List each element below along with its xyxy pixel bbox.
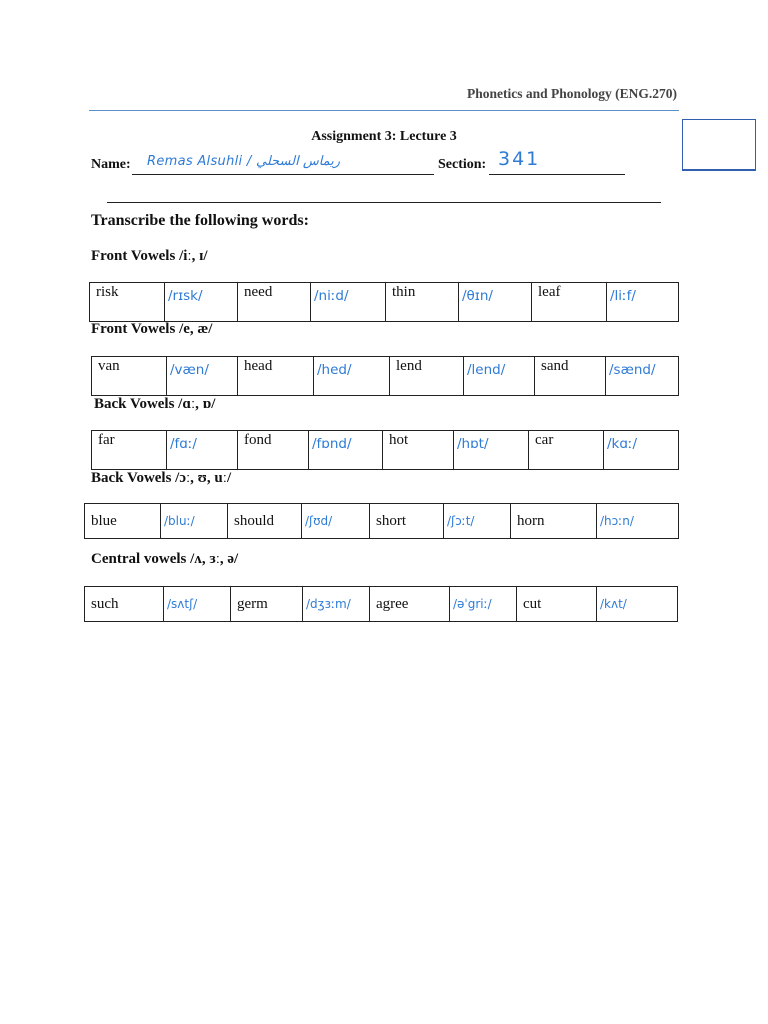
name-label: Name:	[91, 157, 131, 172]
word-cell: head	[238, 357, 314, 396]
transcription-cell[interactable]: /hed/	[314, 357, 390, 396]
word-cell: far	[92, 431, 167, 470]
transcription-cell[interactable]: /kʌt/	[597, 587, 678, 622]
course-title: Phonetics and Phonology (ENG.270)	[466, 86, 677, 101]
word-cell: such	[85, 587, 164, 622]
word-cell: fond	[238, 431, 309, 470]
word-cell: germ	[231, 587, 303, 622]
transcription-cell[interactable]: /sʌtʃ/	[164, 587, 231, 622]
transcription-cell[interactable]: /əˈgriː/	[450, 587, 517, 622]
table-row	[85, 587, 678, 622]
transcription-cell[interactable]: /hɔːn/	[597, 504, 679, 539]
transcription-table-5	[84, 586, 678, 622]
section-heading-central-vowels: Central vowels /ʌ, ɜː, ə/	[91, 551, 239, 567]
transcription-cell[interactable]: /fɑː/	[167, 431, 238, 470]
table-row	[92, 357, 679, 396]
transcription-cell[interactable]: /ʃʊd/	[302, 504, 370, 539]
header-divider	[89, 110, 679, 111]
word-cell: lend	[390, 357, 464, 396]
name-underline	[132, 174, 434, 175]
transcription-cell[interactable]: /hɒt/	[454, 431, 529, 470]
transcription-cell[interactable]: /sænd/	[606, 357, 679, 396]
section-heading-front-vowels-1: Front Vowels /iː, ɪ/	[91, 248, 208, 264]
transcription-cell[interactable]: /fɒnd/	[309, 431, 383, 470]
student-info-line	[91, 150, 651, 176]
word-cell: cut	[517, 587, 597, 622]
word-cell: thin	[386, 283, 459, 322]
word-cell: hot	[383, 431, 454, 470]
word-cell: agree	[370, 587, 450, 622]
assignment-title: Assignment 3: Lecture 3	[311, 129, 457, 144]
word-cell: blue	[85, 504, 161, 539]
word-cell: leaf	[532, 283, 607, 322]
word-cell: need	[238, 283, 311, 322]
word-cell: car	[529, 431, 604, 470]
transcription-cell[interactable]: /lend/	[464, 357, 535, 396]
separator-line	[107, 202, 661, 203]
transcription-cell[interactable]: /dʒɜːm/	[303, 587, 370, 622]
transcription-cell[interactable]: /ʃɔːt/	[444, 504, 511, 539]
transcription-cell[interactable]: /bluː/	[161, 504, 228, 539]
word-cell: horn	[511, 504, 597, 539]
section-heading-back-vowels-1: Back Vowels /ɑː, ɒ/	[94, 396, 216, 412]
transcription-cell[interactable]: /θɪn/	[459, 283, 532, 322]
word-cell: risk	[90, 283, 165, 322]
section-heading-front-vowels-2: Front Vowels /e, æ/	[91, 321, 213, 337]
section-label: Section:	[438, 157, 487, 172]
transcription-cell[interactable]: /rɪsk/	[165, 283, 238, 322]
transcription-table-4	[84, 503, 679, 539]
section-number-handwritten: 341	[498, 148, 541, 170]
section-heading-back-vowels-2: Back Vowels /ɔː, ʊ, uː/	[91, 470, 232, 486]
word-cell: short	[370, 504, 444, 539]
table-row	[92, 431, 679, 470]
word-cell: van	[92, 357, 167, 396]
word-cell: sand	[535, 357, 606, 396]
transcription-table-2	[91, 356, 679, 396]
transcription-cell[interactable]: /liːf/	[607, 283, 679, 322]
section-underline	[489, 174, 625, 175]
transcription-cell[interactable]: /kɑː/	[604, 431, 679, 470]
student-name-handwritten: Remas Alsuhli / ريماس السحلي	[147, 154, 341, 169]
table-row	[90, 283, 679, 322]
transcription-cell[interactable]: /niːd/	[311, 283, 386, 322]
transcription-table-1	[89, 282, 679, 322]
transcription-table-3	[91, 430, 679, 470]
transcription-cell[interactable]: /væn/	[167, 357, 238, 396]
table-row	[85, 504, 679, 539]
instruction-heading: Transcribe the following words:	[91, 212, 309, 229]
word-cell: should	[228, 504, 302, 539]
